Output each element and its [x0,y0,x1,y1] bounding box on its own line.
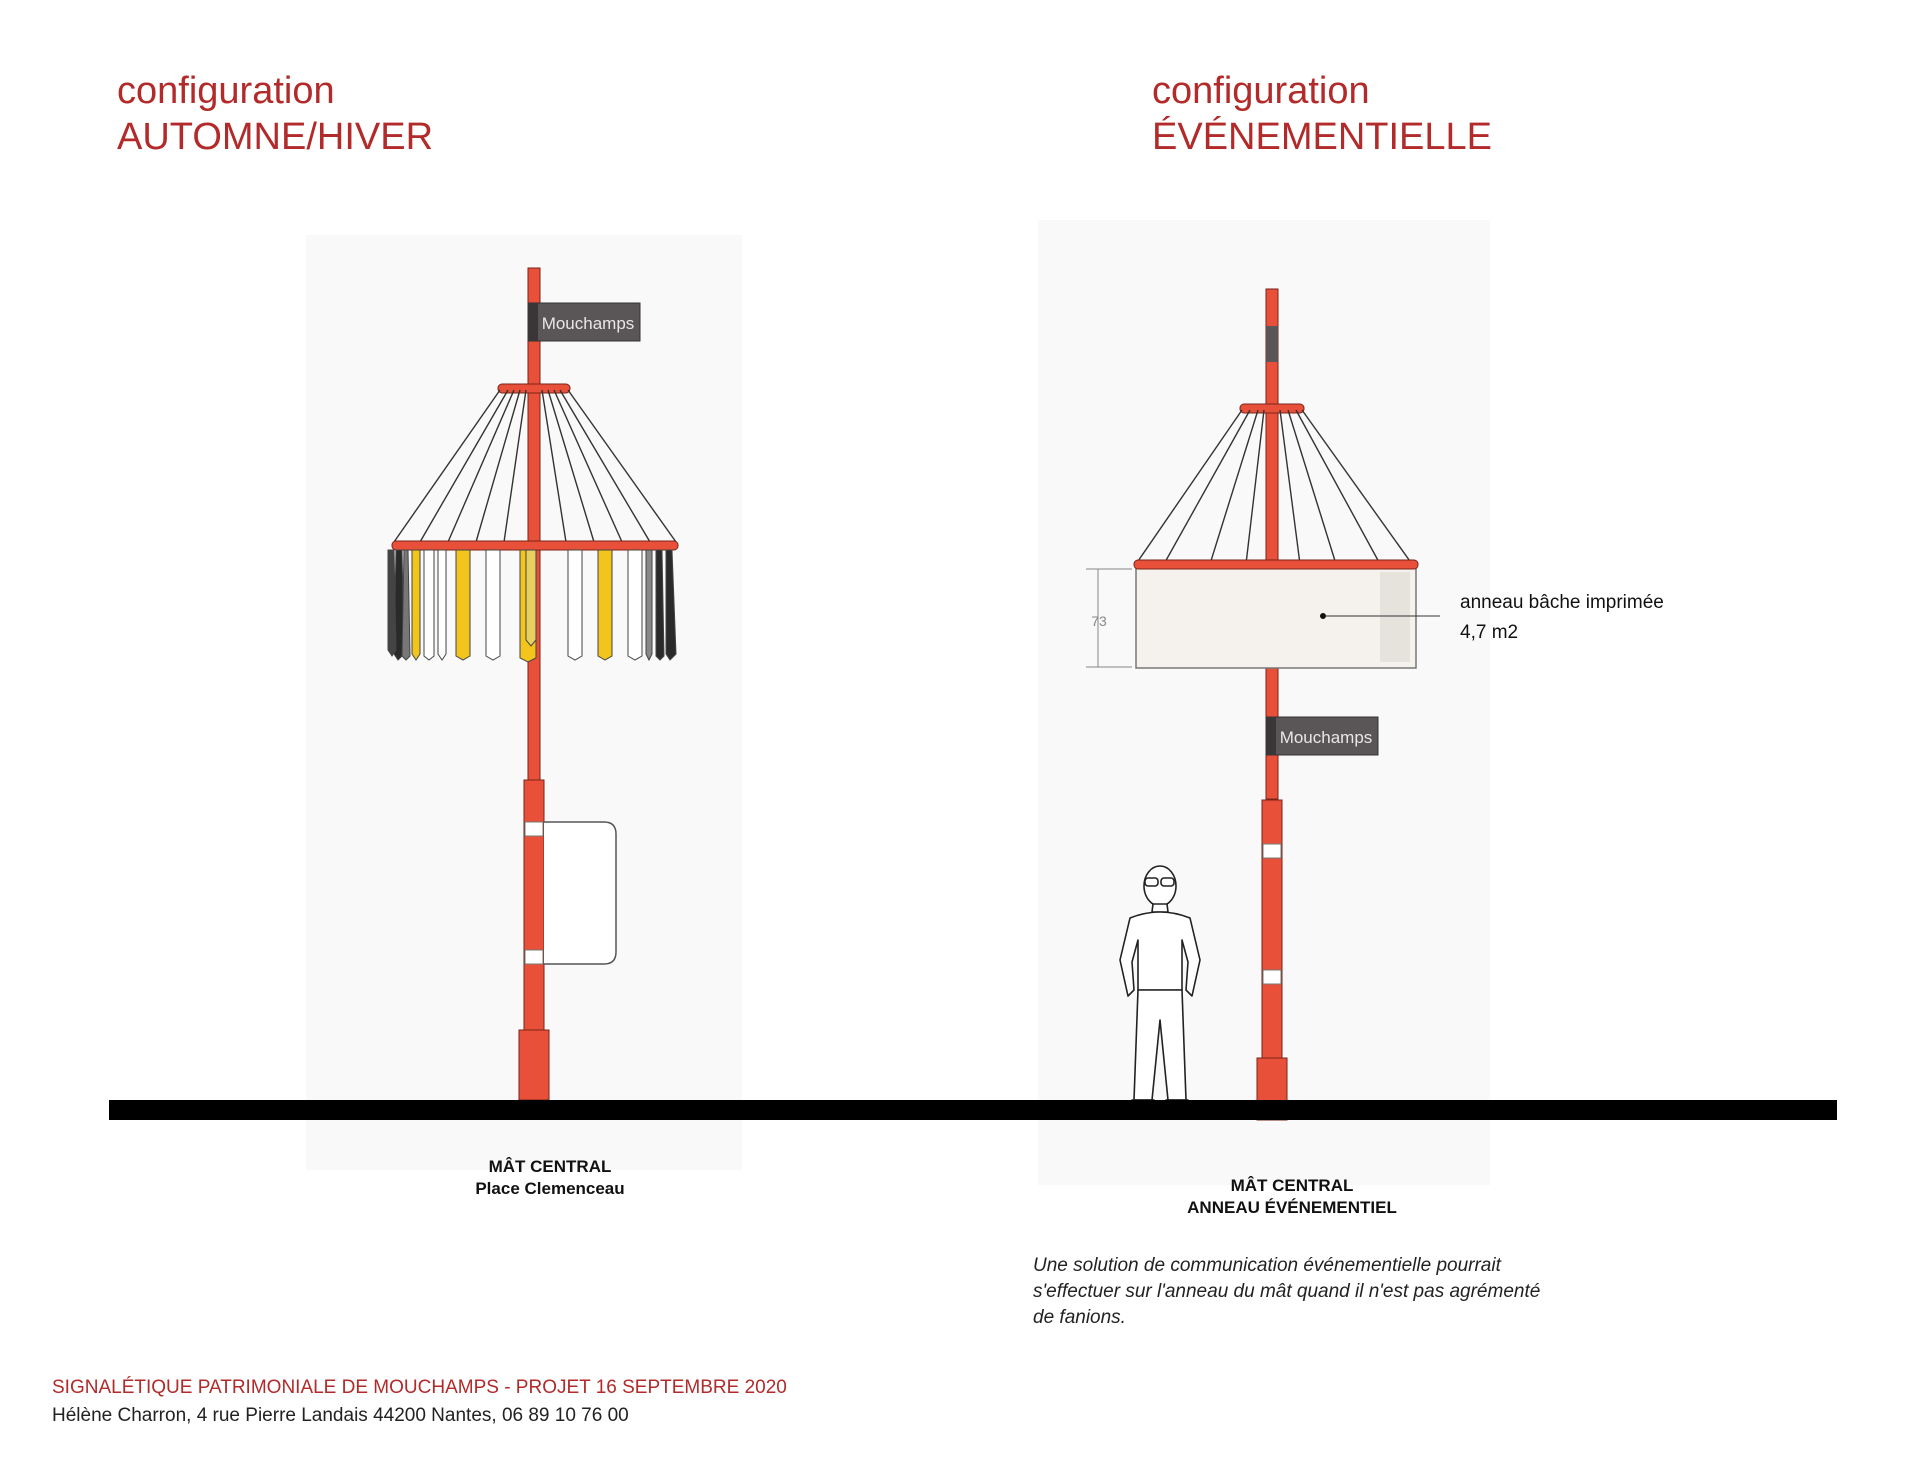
left-caption-line1: MÂT CENTRAL [488,1157,612,1176]
ground-line [109,1100,1837,1120]
event-note: Une solution de communication événementielle pourrait s'effectuer sur l'anneau du mât quand il n'est pas agrémenté de fanions. [1033,1255,1541,1328]
left-upper-ring [498,384,570,393]
annotation-line1: anneau bâche imprimée [1460,592,1664,613]
left-caption [430,1156,670,1200]
left-title-line1: configuration [117,70,335,112]
left-sign [528,303,640,341]
right-sign-text: Mouchamps [1279,728,1373,747]
left-caption-line2: Place Clemenceau [475,1179,625,1198]
footer-contact-line: Hélène Charron, 4 rue Pierre Landais 44200 Nantes, 06 89 10 76 00 [52,1405,629,1426]
right-title-line2: ÉVÉNEMENTIELLE [1152,116,1492,158]
right-event-ring [1134,560,1440,668]
left-lower-ring [392,541,678,550]
right-caption-line2: ANNEAU ÉVÉNEMENTIEL [1187,1198,1397,1217]
left-sign-text: Mouchamps [541,314,635,333]
right-sign [1266,717,1378,755]
dimension-label: 73 [1091,613,1107,629]
right-caption-line1: MÂT CENTRAL [1230,1176,1354,1195]
left-title-line2: AUTOMNE/HIVER [117,116,434,158]
left-flags [388,550,676,662]
annotation-line2: 4,7 m2 [1460,622,1519,643]
footer-project-line: SIGNALÉTIQUE PATRIMONIALE DE MOUCHAMPS - PROJET 16 SEPTEMBRE 2020 [52,1377,787,1398]
right-title-line1: configuration [1152,70,1370,112]
right-caption [1132,1175,1452,1219]
footer [52,1374,787,1430]
